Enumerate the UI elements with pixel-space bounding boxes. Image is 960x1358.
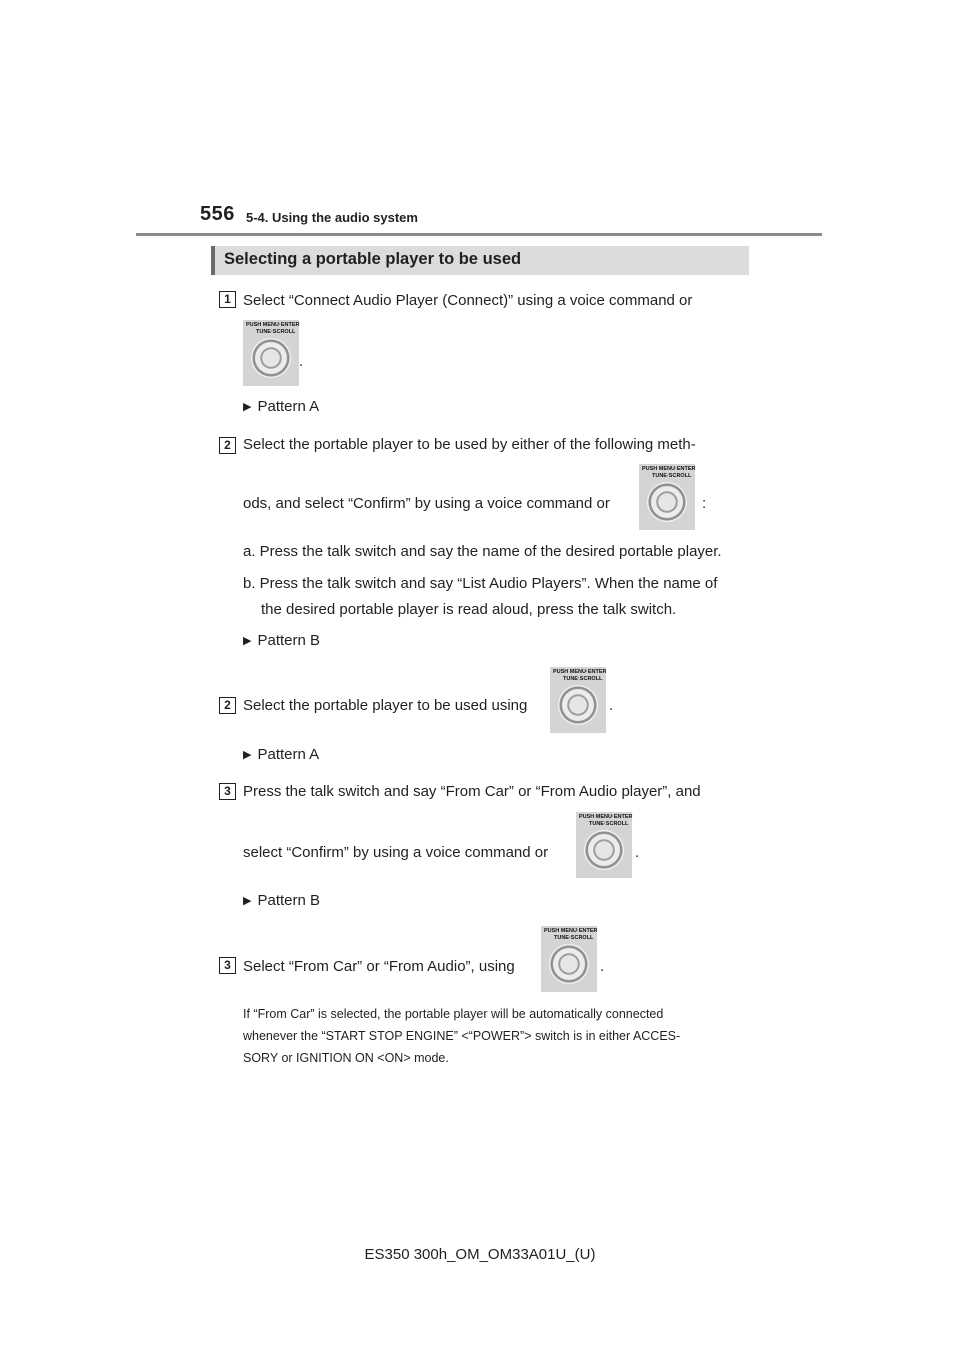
header-divider — [136, 233, 822, 236]
tune-scroll-knob-icon: PUSH MENU·ENTER TUNE·SCROLL — [550, 667, 606, 733]
pattern-label: ▶ Pattern B — [243, 892, 321, 909]
pattern-label: ▶ Pattern A — [243, 398, 320, 415]
step-text-end: . — [600, 958, 605, 975]
page-number: 556 — [200, 203, 235, 225]
step-number: 2 — [219, 437, 236, 454]
note-text: SORY or IGNITION ON <ON> mode. — [243, 1051, 449, 1065]
step-text-end: . — [299, 353, 304, 370]
chapter-title: 5-4. Using the audio system — [246, 210, 418, 225]
tune-scroll-knob-icon: PUSH MENU·ENTER TUNE·SCROLL — [639, 464, 695, 530]
arrow-icon: ▶ — [243, 749, 252, 761]
step-text-end: : — [702, 495, 707, 512]
step-text: Select the portable player to be used using — [243, 697, 528, 714]
step-number: 1 — [219, 291, 236, 308]
section-heading — [211, 246, 749, 275]
step-text: Select “Connect Audio Player (Connect)” using a voice command or — [243, 292, 693, 309]
step-number: 3 — [219, 957, 236, 974]
note-text: whenever the “START STOP ENGINE” <“POWER”> switch is in either ACCES- — [243, 1029, 681, 1043]
step-number: 2 — [219, 697, 236, 714]
pattern-label: ▶ Pattern A — [243, 746, 320, 763]
option-text: the desired portable player is read aloud, press the talk switch. — [261, 601, 677, 618]
step-text: Select the portable player to be used by either of the following meth- — [243, 436, 696, 453]
step-text: Select “From Car” or “From Audio”, using — [243, 958, 515, 975]
arrow-icon: ▶ — [243, 635, 252, 647]
tune-scroll-knob-icon: PUSH MENU·ENTER TUNE·SCROLL — [541, 926, 597, 992]
step-text: select “Confirm” by using a voice command or — [243, 844, 549, 861]
note-text: If “From Car” is selected, the portable player will be automatically connected — [243, 1007, 664, 1021]
step-number: 3 — [219, 783, 236, 800]
step-text: Press the talk switch and say “From Car” or “From Audio player”, and — [243, 783, 701, 800]
step-text: ods, and select “Confirm” by using a voice command or — [243, 495, 610, 512]
arrow-icon: ▶ — [243, 895, 252, 907]
option-text: b. Press the talk switch and say “List Audio Players”. When the name of — [243, 575, 718, 592]
pattern-label: ▶ Pattern B — [243, 632, 321, 649]
section-heading-text: Selecting a portable player to be used — [224, 250, 522, 268]
arrow-icon: ▶ — [243, 401, 252, 413]
tune-scroll-knob-icon: PUSH MENU·ENTER TUNE·SCROLL — [243, 320, 299, 386]
option-text: a. Press the talk switch and say the name of the desired portable player. — [243, 543, 722, 560]
tune-scroll-knob-icon: PUSH MENU·ENTER TUNE·SCROLL — [576, 812, 632, 878]
step-text-end: . — [609, 697, 614, 714]
step-text-end: . — [635, 844, 640, 861]
footer-doc-id: ES350 300h_OM_OM33A01U_(U) — [364, 1246, 596, 1263]
